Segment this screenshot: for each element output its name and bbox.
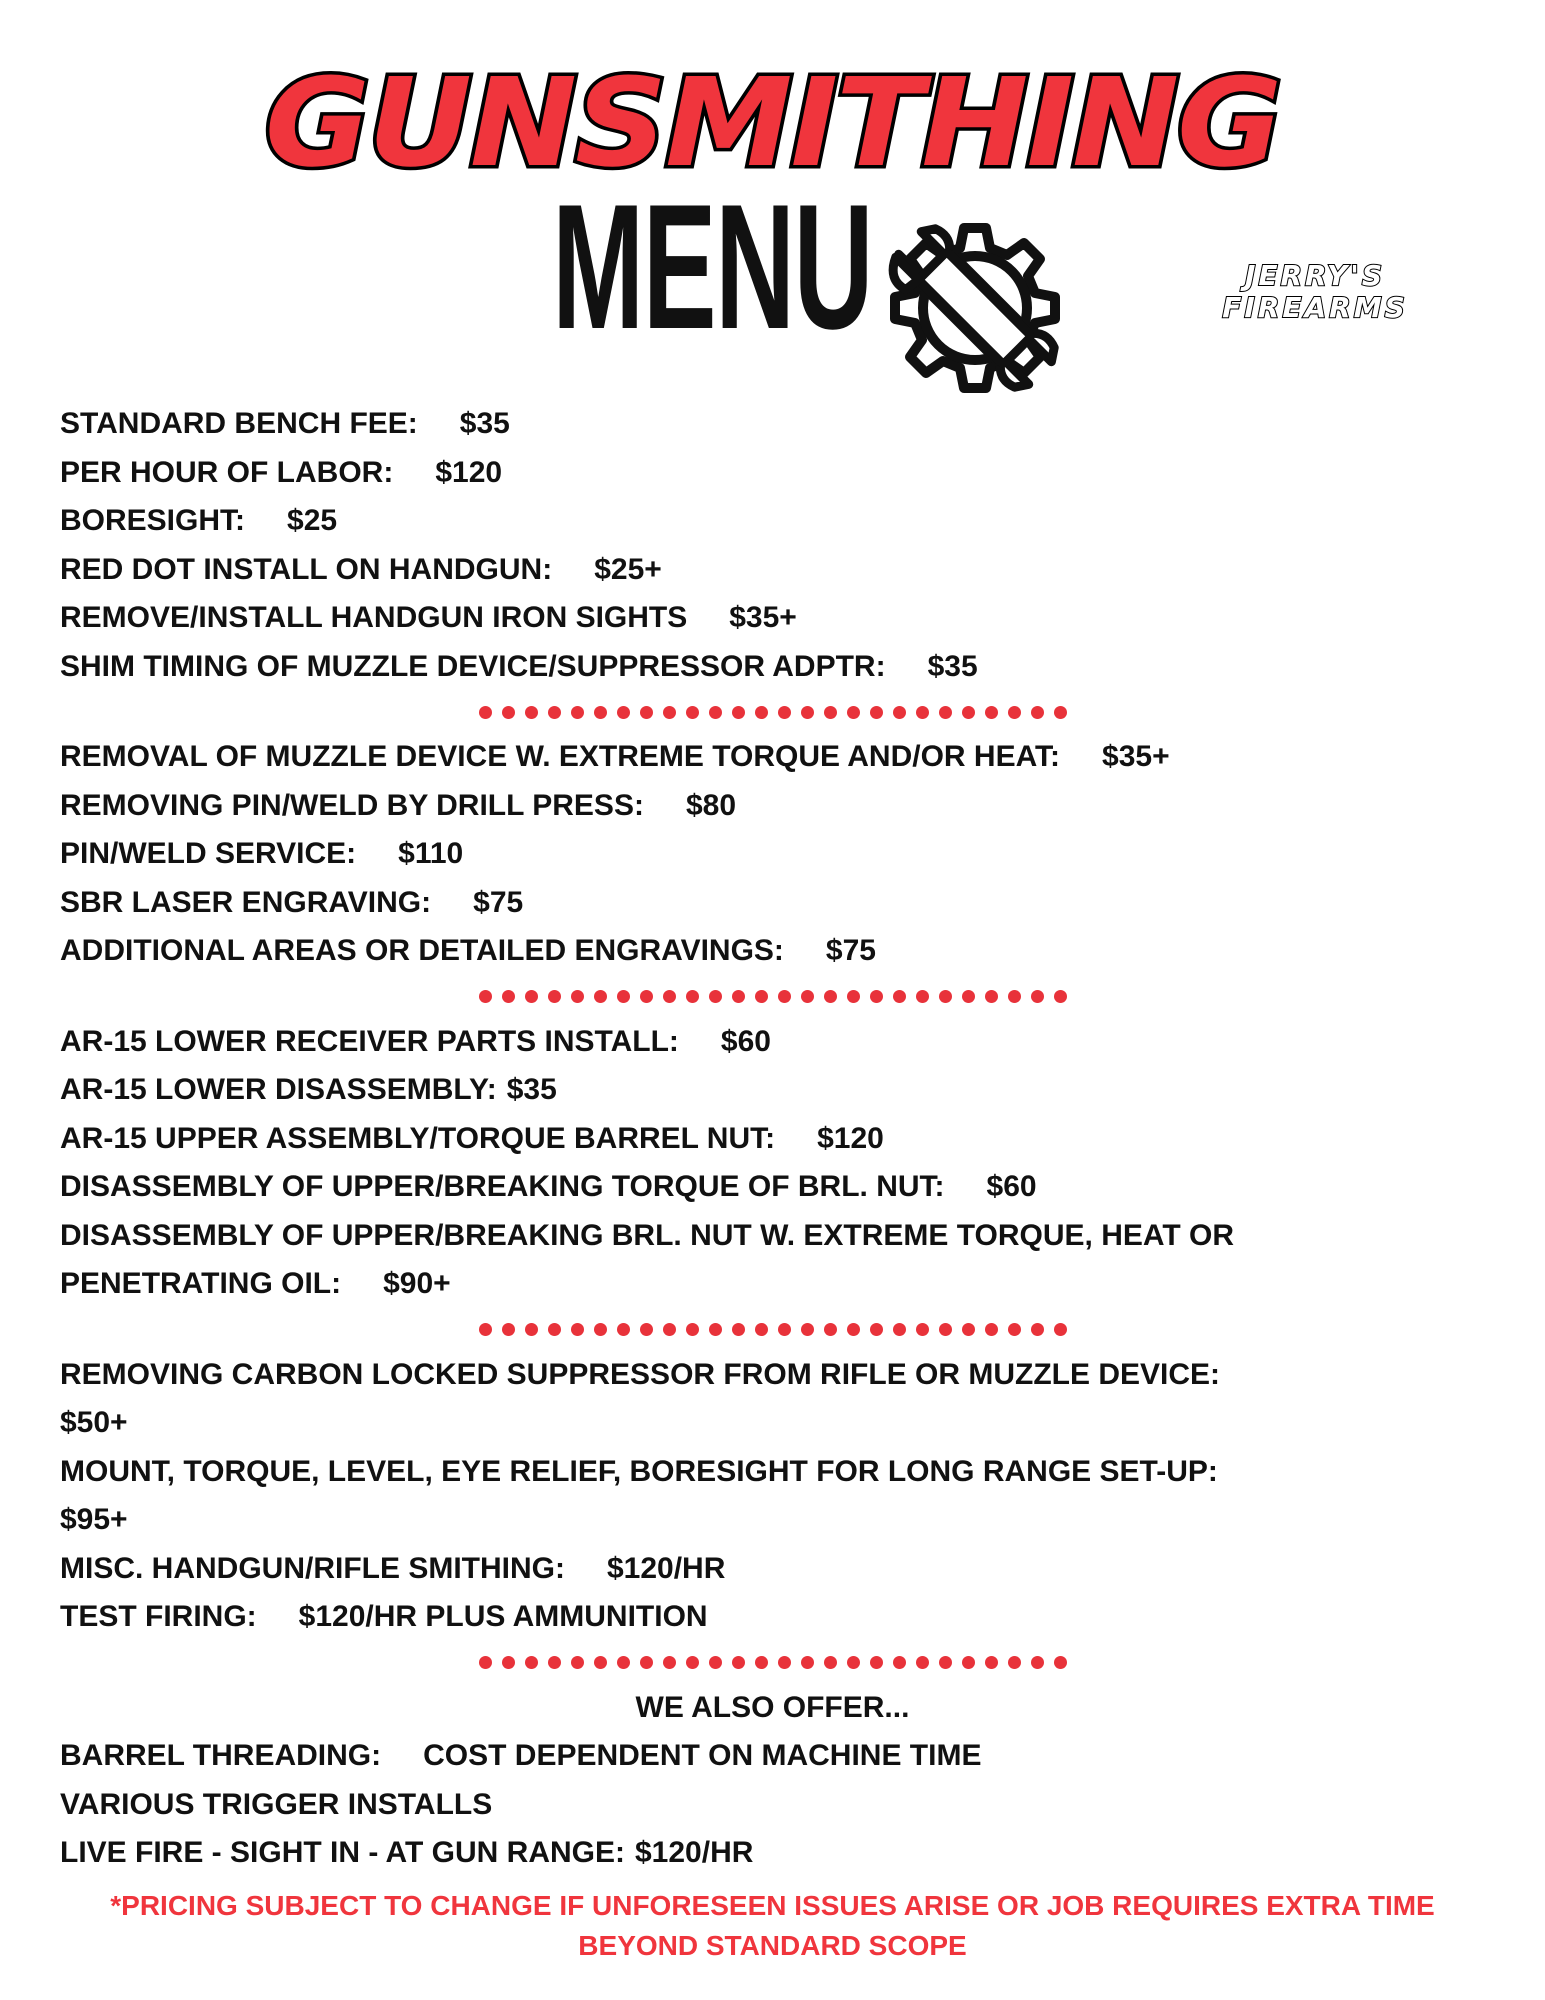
menu-item bbox=[60, 1593, 1500, 1642]
divider-dot bbox=[709, 990, 722, 1003]
divider-dot bbox=[640, 706, 653, 719]
menu-item-price: $75 bbox=[473, 885, 524, 919]
divider-dot bbox=[479, 706, 492, 719]
menu-item-price: $25+ bbox=[594, 552, 662, 586]
divider-dot bbox=[594, 1323, 607, 1336]
menu-item-price: $60 bbox=[720, 1024, 771, 1058]
divider-dot bbox=[686, 990, 699, 1003]
divider-dot bbox=[617, 1656, 630, 1669]
divider-dot bbox=[548, 706, 561, 719]
menu-item-price: $80 bbox=[685, 788, 737, 822]
divider-dot bbox=[1054, 990, 1067, 1003]
divider-dot bbox=[617, 706, 630, 719]
divider-dot bbox=[594, 1656, 607, 1669]
menu-item-label: REMOVING PIN/WELD BY DRILL PRESS: bbox=[60, 788, 644, 822]
menu-list bbox=[60, 400, 1500, 1878]
menu-item bbox=[60, 1829, 1500, 1878]
menu-item-label: DISASSEMBLY OF UPPER/BREAKING BRL. NUT W. EXTREME TORQUE, HEAT OR bbox=[60, 1218, 1234, 1252]
menu-item-label: MOUNT, TORQUE, LEVEL, EYE RELIEF, BORESIGHT FOR LONG RANGE SET-UP: bbox=[60, 1454, 1218, 1488]
menu-item bbox=[60, 1066, 1500, 1115]
menu-item-price: $25 bbox=[287, 504, 338, 537]
divider-dot bbox=[525, 990, 538, 1003]
divider-dot bbox=[571, 990, 584, 1003]
menu-item bbox=[60, 1351, 1500, 1448]
menu-item-label: LIVE FIRE - SIGHT IN - AT GUN RANGE: bbox=[60, 1836, 625, 1869]
divider-dot bbox=[847, 706, 860, 719]
menu-item-label: MISC. HANDGUN/RIFLE SMITHING: bbox=[60, 1551, 565, 1585]
divider-dot bbox=[962, 706, 975, 719]
divider-dot bbox=[525, 1656, 538, 1669]
divider-dot bbox=[479, 1656, 492, 1669]
divider-dot bbox=[778, 990, 791, 1003]
divider-dot bbox=[824, 1323, 837, 1336]
divider-dot bbox=[548, 990, 561, 1003]
divider-dot bbox=[847, 990, 860, 1003]
dotted-divider bbox=[0, 1309, 1545, 1351]
divider-dot bbox=[893, 1323, 906, 1336]
divider-dot bbox=[594, 706, 607, 719]
divider-dot bbox=[548, 1323, 561, 1336]
divider-dot bbox=[801, 706, 814, 719]
menu-item bbox=[60, 733, 1500, 782]
menu-item-label: AR-15 UPPER ASSEMBLY/TORQUE BARREL NUT: bbox=[60, 1121, 776, 1155]
menu-item-label: SBR LASER ENGRAVING: bbox=[60, 885, 432, 919]
divider-dot bbox=[571, 1323, 584, 1336]
menu-item-price: $35 bbox=[927, 649, 978, 683]
divider-dot bbox=[801, 1656, 814, 1669]
divider-dot bbox=[893, 1656, 906, 1669]
menu-item bbox=[60, 1018, 1500, 1067]
divider-dot bbox=[663, 1656, 676, 1669]
menu-item-label: DISASSEMBLY OF UPPER/BREAKING TORQUE OF BRL. NUT: bbox=[60, 1170, 945, 1203]
menu-item-price: $120 bbox=[817, 1121, 884, 1155]
menu-item bbox=[60, 830, 1500, 879]
divider-dot bbox=[1054, 706, 1067, 719]
menu-item bbox=[60, 1115, 1500, 1164]
divider-dot bbox=[916, 990, 929, 1003]
menu-item-price: $50+ bbox=[60, 1406, 128, 1439]
divider-dot bbox=[594, 990, 607, 1003]
divider-dot bbox=[1008, 706, 1021, 719]
dotted-divider bbox=[0, 691, 1545, 733]
divider-dot bbox=[962, 990, 975, 1003]
divider-dot bbox=[732, 1323, 745, 1336]
divider-dot bbox=[870, 1323, 883, 1336]
pricing-footnote: *PRICING SUBJECT TO CHANGE IF UNFORESEEN ISSUES ARISE OR JOB REQUIRES EXTRA TIME BEYOND STANDARD SCOPE bbox=[110, 1890, 1435, 1961]
menu-item-label: PIN/WELD SERVICE: bbox=[60, 837, 357, 870]
brand-line-1: JERRY'S bbox=[1244, 259, 1386, 292]
divider-dot bbox=[640, 1656, 653, 1669]
menu-item-label: PER HOUR OF LABOR: bbox=[60, 455, 394, 489]
divider-dot bbox=[709, 1323, 722, 1336]
divider-dot bbox=[502, 990, 515, 1003]
menu-item-label: AR-15 LOWER DISASSEMBLY: bbox=[60, 1073, 497, 1106]
menu-item-price: $120 bbox=[435, 455, 503, 489]
menu-item-label: TEST FIRING: bbox=[60, 1600, 257, 1633]
divider-dot bbox=[686, 1323, 699, 1336]
divider-dot bbox=[870, 706, 883, 719]
menu-item-price: $90+ bbox=[383, 1267, 451, 1300]
divider-dot bbox=[1054, 1656, 1067, 1669]
menu-item-price: $95+ bbox=[60, 1503, 128, 1536]
divider-dot bbox=[640, 990, 653, 1003]
divider-dot bbox=[548, 1656, 561, 1669]
divider-dot bbox=[962, 1323, 975, 1336]
divider-dot bbox=[640, 1323, 653, 1336]
dotted-divider bbox=[0, 976, 1545, 1018]
menu-item-label: REMOVE/INSTALL HANDGUN IRON SIGHTS bbox=[60, 601, 688, 634]
divider-dot bbox=[755, 1323, 768, 1336]
divider-dot bbox=[939, 990, 952, 1003]
divider-dot bbox=[709, 706, 722, 719]
dotted-divider bbox=[0, 1642, 1545, 1684]
divider-dot bbox=[1054, 1323, 1067, 1336]
divider-dot bbox=[732, 1656, 745, 1669]
menu-item-price: $75 bbox=[825, 934, 876, 967]
divider-dot bbox=[939, 1656, 952, 1669]
divider-dot bbox=[479, 990, 492, 1003]
menu-item bbox=[60, 1163, 1500, 1212]
menu-item bbox=[60, 782, 1500, 831]
menu-item-label: BORESIGHT: bbox=[60, 504, 246, 537]
divider-dot bbox=[525, 1323, 538, 1336]
menu-item bbox=[60, 1545, 1500, 1594]
also-offer-heading: WE ALSO OFFER... bbox=[635, 1690, 910, 1724]
menu-item-label: VARIOUS TRIGGER INSTALLS bbox=[60, 1787, 493, 1821]
brand-logo bbox=[1170, 260, 1460, 324]
menu-item bbox=[60, 1448, 1500, 1545]
menu-item-price: $120/HR bbox=[635, 1836, 754, 1869]
menu-item-label: SHIM TIMING OF MUZZLE DEVICE/SUPPRESSOR ADPTR: bbox=[60, 649, 886, 683]
menu-item bbox=[60, 497, 1500, 546]
divider-dot bbox=[525, 706, 538, 719]
divider-dot bbox=[755, 706, 768, 719]
divider-dot bbox=[916, 1656, 929, 1669]
menu-item-label: STANDARD BENCH FEE: bbox=[60, 407, 418, 440]
menu-item bbox=[60, 1781, 1500, 1830]
brand-line-2: FIREARMS bbox=[1222, 291, 1408, 324]
divider-dot bbox=[1008, 1656, 1021, 1669]
menu-item bbox=[60, 546, 1500, 595]
divider-dot bbox=[663, 1323, 676, 1336]
divider-dot bbox=[502, 706, 515, 719]
divider-dot bbox=[686, 706, 699, 719]
divider-dot bbox=[778, 706, 791, 719]
divider-dot bbox=[801, 990, 814, 1003]
menu-item-price: $35+ bbox=[1102, 740, 1170, 773]
divider-dot bbox=[1031, 1323, 1044, 1336]
menu-item bbox=[60, 1732, 1500, 1781]
menu-item bbox=[60, 449, 1500, 498]
divider-dot bbox=[985, 1656, 998, 1669]
page-subtitle: MENU bbox=[552, 167, 873, 366]
divider-dot bbox=[502, 1656, 515, 1669]
divider-dot bbox=[893, 706, 906, 719]
menu-item bbox=[60, 879, 1500, 928]
divider-dot bbox=[709, 1656, 722, 1669]
menu-item-label: REMOVING CARBON LOCKED SUPPRESSOR FROM RIFLE OR MUZZLE DEVICE: bbox=[60, 1357, 1221, 1391]
divider-dot bbox=[571, 1656, 584, 1669]
divider-dot bbox=[985, 1323, 998, 1336]
divider-dot bbox=[801, 1323, 814, 1336]
divider-dot bbox=[732, 706, 745, 719]
menu-item-label: ADDITIONAL AREAS OR DETAILED ENGRAVINGS: bbox=[60, 934, 784, 967]
divider-dot bbox=[1031, 706, 1044, 719]
menu-item-price: $35+ bbox=[729, 601, 797, 634]
divider-dot bbox=[1008, 990, 1021, 1003]
menu-item bbox=[60, 643, 1500, 692]
menu-item-label: RED DOT INSTALL ON HANDGUN: bbox=[60, 552, 553, 586]
divider-dot bbox=[778, 1323, 791, 1336]
divider-dot bbox=[479, 1323, 492, 1336]
menu-item-label: PENETRATING OIL: bbox=[60, 1267, 342, 1300]
menu-item bbox=[60, 594, 1500, 643]
divider-dot bbox=[1031, 1656, 1044, 1669]
menu-item-price: COST DEPENDENT ON MACHINE TIME bbox=[423, 1739, 982, 1772]
divider-dot bbox=[939, 706, 952, 719]
divider-dot bbox=[755, 990, 768, 1003]
divider-dot bbox=[916, 706, 929, 719]
divider-dot bbox=[847, 1656, 860, 1669]
divider-dot bbox=[755, 1656, 768, 1669]
menu-item-price: $120/HR bbox=[606, 1551, 726, 1585]
divider-dot bbox=[1008, 1323, 1021, 1336]
divider-dot bbox=[571, 706, 584, 719]
menu-item-price: $60 bbox=[986, 1170, 1037, 1203]
divider-dot bbox=[985, 990, 998, 1003]
divider-dot bbox=[824, 706, 837, 719]
divider-dot bbox=[916, 1323, 929, 1336]
divider-dot bbox=[939, 1323, 952, 1336]
menu-item-label: BARREL THREADING: bbox=[60, 1739, 382, 1772]
divider-dot bbox=[1031, 990, 1044, 1003]
divider-dot bbox=[732, 990, 745, 1003]
menu-item-price: $110 bbox=[398, 837, 464, 870]
divider-dot bbox=[870, 990, 883, 1003]
divider-dot bbox=[617, 1323, 630, 1336]
gear-wrench-icon bbox=[855, 196, 1095, 416]
menu-item bbox=[60, 1212, 1500, 1261]
divider-dot bbox=[663, 990, 676, 1003]
menu-item-label: REMOVAL OF MUZZLE DEVICE W. EXTREME TORQUE AND/OR HEAT: bbox=[60, 740, 1061, 773]
divider-dot bbox=[962, 1656, 975, 1669]
divider-dot bbox=[617, 990, 630, 1003]
divider-dot bbox=[778, 1656, 791, 1669]
menu-item-price: $120/HR PLUS AMMUNITION bbox=[298, 1600, 708, 1633]
divider-dot bbox=[985, 706, 998, 719]
divider-dot bbox=[502, 1323, 515, 1336]
divider-dot bbox=[663, 706, 676, 719]
menu-item bbox=[60, 1260, 1500, 1309]
divider-dot bbox=[686, 1656, 699, 1669]
divider-dot bbox=[824, 1656, 837, 1669]
divider-dot bbox=[893, 990, 906, 1003]
divider-dot bbox=[847, 1323, 860, 1336]
menu-item bbox=[60, 400, 1500, 449]
divider-dot bbox=[824, 990, 837, 1003]
menu-item-price: $35 bbox=[459, 407, 510, 440]
page-title: GUNSMITHING bbox=[264, 52, 1281, 194]
menu-item bbox=[60, 927, 1500, 976]
divider-dot bbox=[870, 1656, 883, 1669]
menu-item-label: AR-15 LOWER RECEIVER PARTS INSTALL: bbox=[60, 1024, 679, 1058]
menu-item-price: $35 bbox=[506, 1073, 557, 1106]
